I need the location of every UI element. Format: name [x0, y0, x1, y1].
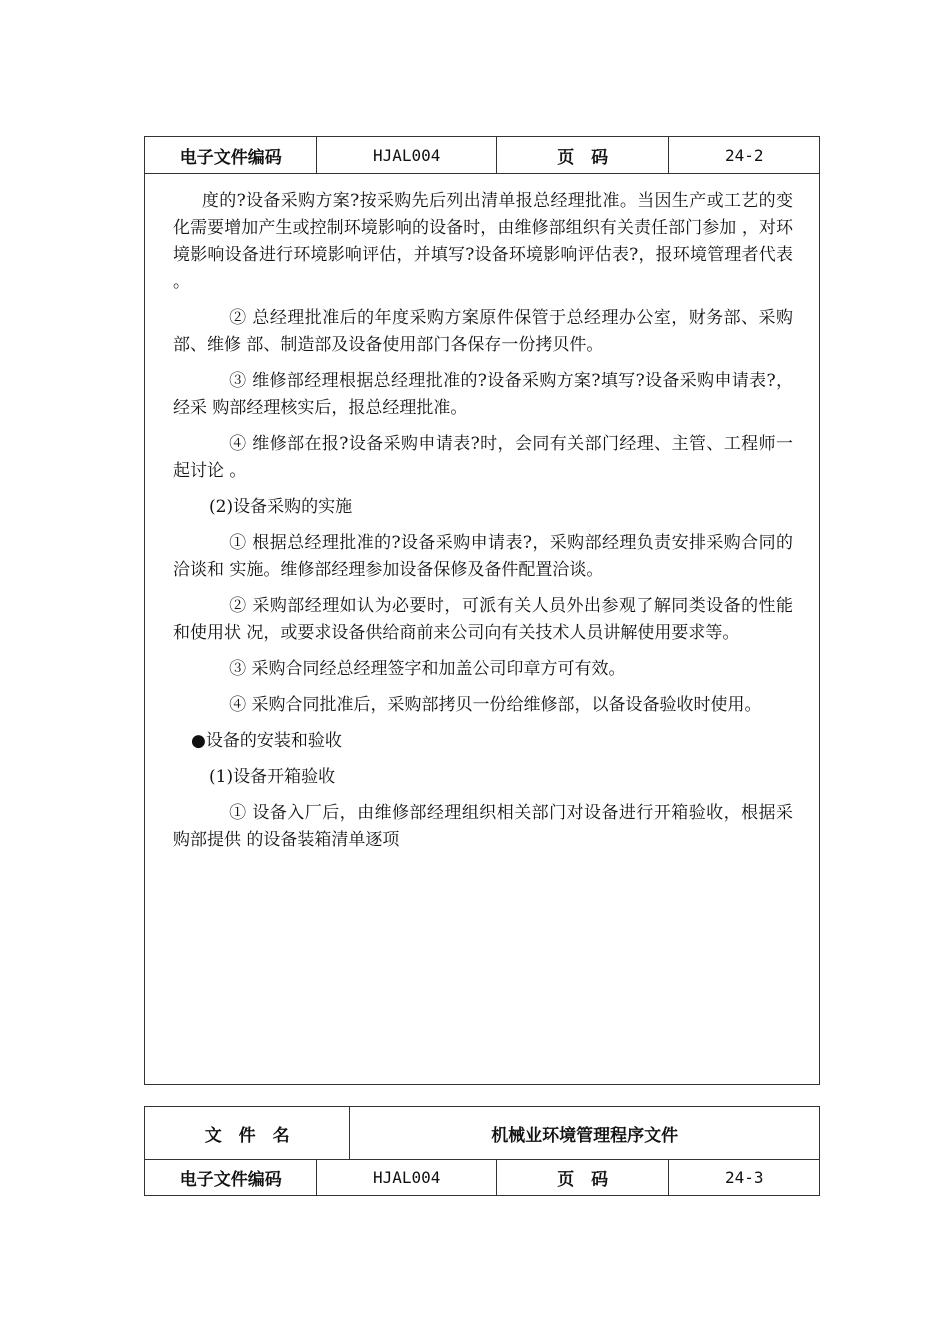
code-label: 电子文件编码 — [145, 1160, 317, 1195]
code-value: HJAL004 — [317, 137, 496, 173]
code-label: 电子文件编码 — [145, 137, 317, 173]
file-name-label: 文 件 名 — [145, 1107, 350, 1159]
file-name-value: 机械业环境管理程序文件 — [491, 1125, 679, 1146]
section-heading: ●设备的安装和验收 — [191, 731, 342, 751]
document-table-page-2 — [144, 136, 820, 1085]
content-row — [145, 174, 819, 1084]
paragraph: ② 总经理批准后的年度采购方案原件保管于总经理办公室，财务部、采购部、维修 部、制造部及设备使用部门各保存一份拷贝件。 — [173, 308, 793, 355]
code-value: HJAL004 — [317, 1160, 496, 1195]
page-value: 24-2 — [724, 145, 764, 165]
page-label: 页 码 — [497, 1160, 669, 1195]
paragraph: 度的?设备采购方案?按采购先后列出清单报总经理批准。当因生产或工艺的变化需要增加产生或控制环境影响的设备时，由维修部组织有关责任部门参加 ，对环境影响设备进行环境影响评估，并填写?设备环境影响评估表?，报环境管理者代表 。 — [173, 191, 793, 292]
file-name-row — [145, 1107, 819, 1160]
paragraph: ③ 维修部经理根据总经理批准的?设备采购方案?填写?设备采购申请表?，经采 购部经理核实后，报总经理批准。 — [173, 371, 793, 418]
document-table-page-3 — [144, 1106, 820, 1196]
paragraph: ④ 采购合同批准后，采购部拷贝一份给维修部，以备设备验收时使用。 — [229, 695, 762, 715]
subheading: (1)设备开箱验收 — [209, 767, 336, 787]
header-row — [145, 137, 819, 174]
paragraph: ③ 采购合同经总经理签字和加盖公司印章方可有效。 — [229, 659, 626, 679]
paragraph: ④ 维修部在报?设备采购申请表?时，会同有关部门经理、主管、工程师一起讨论 。 — [173, 434, 793, 481]
paragraph: ② 采购部经理如认为必要时，可派有关人员外出参观了解同类设备的性能和使用状 况，或要求设备供给商前来公司向有关技术人员讲解使用要求等。 — [173, 596, 793, 643]
page-value: 24-3 — [724, 1168, 764, 1187]
paragraph: ① 根据总经理批准的?设备采购申请表?，采购部经理负责安排采购合同的洽谈和 实施。维修部经理参加设备保修及备件配置洽谈。 — [173, 533, 793, 580]
content-cell — [145, 174, 819, 1084]
header-row — [145, 1160, 819, 1195]
paragraph: ① 设备入厂后，由维修部经理组织相关部门对设备进行开箱验收，根据采购部提供 的设备装箱清单逐项 — [173, 803, 793, 850]
subheading: (2)设备采购的实施 — [209, 497, 353, 517]
page-label: 页 码 — [497, 137, 669, 173]
